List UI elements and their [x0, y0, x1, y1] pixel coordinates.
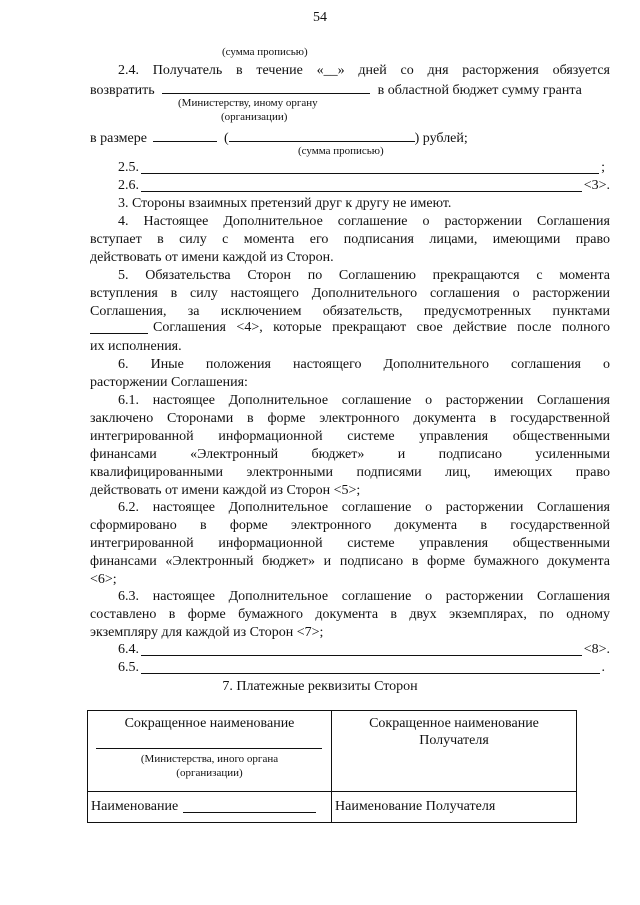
- clause-2-4-line-2: [90, 80, 582, 99]
- clause-4-line: вступает в силу с момента его подписания лицами, имеющими право: [90, 232, 610, 247]
- clause-6-1-line: финансами «Электронный бюджет» и подписано усиленными: [90, 447, 610, 462]
- clause-2-5: [118, 160, 605, 176]
- clause-5-line: Соглашения <4>, которые прекращают свое действие после полного: [153, 320, 610, 335]
- clause-6-5-label: 6.5.: [118, 660, 139, 675]
- clause-6-5-end: .: [601, 660, 605, 675]
- clause-6-2-line: финансами «Электронный бюджет» и подписано в форме бумажного документа: [90, 554, 610, 569]
- regional-budget-text: в областной бюджет сумму гранта: [377, 83, 582, 98]
- caption-organization: (организации): [221, 111, 288, 123]
- page-number: 54: [313, 10, 327, 25]
- clause-6-1-line: квалифицированными электронными подписями лиц, имеющих право: [90, 465, 610, 480]
- clause-6-1-line: 6.1. настоящее Дополнительное соглашение о расторжении Соглашения: [118, 393, 610, 408]
- clause-5-line: вступления в силу настоящего Дополнительного соглашения о расторжении: [90, 286, 610, 301]
- clause-6-2-line: 6.2. настоящее Дополнительное соглашение о расторжении Соглашения: [118, 500, 610, 515]
- caption-sum-in-words-2: (сумма прописью): [298, 145, 384, 157]
- grantor-caption-1: (Министерства, иного органа: [140, 753, 279, 765]
- table-cell-recipient-name: [332, 792, 577, 823]
- amount-blank: [153, 128, 217, 142]
- clause-2-5-end: ;: [601, 160, 605, 175]
- amount-label: в размере: [90, 131, 147, 146]
- grantor-short-name-blank: [96, 748, 322, 749]
- clause-6-5: [118, 660, 605, 676]
- recipient-name-label: Наименование Получателя: [335, 799, 496, 814]
- clause-6-4-label: 6.4.: [118, 642, 139, 657]
- grantor-name-row: [91, 799, 316, 815]
- clause-6-1-line: заключено Сторонами в форме электронного документа в государственной: [90, 411, 610, 426]
- payment-details-table: [87, 710, 577, 823]
- clause-6-line: расторжении Соглашения:: [90, 375, 248, 390]
- table-cell-grantor-name: [88, 792, 332, 823]
- caption-sum-in-words: (сумма прописью): [222, 46, 308, 58]
- clause-5-line: 5. Обязательства Сторон по Соглашению прекращаются с момента: [118, 268, 610, 283]
- clause-2-6: [118, 178, 610, 194]
- clause-6-1-line: интегрированной информационной системе управления общественными: [90, 429, 610, 444]
- recipient-short-name-label-1: Сокращенное наименование: [369, 716, 539, 731]
- clause-6-3-line: экземпляру для каждой из Сторон <7>;: [90, 625, 324, 640]
- table-cell-recipient-short-name: [332, 711, 577, 792]
- clause-5-line-4: [90, 320, 610, 336]
- clause-2-5-label: 2.5.: [118, 160, 139, 175]
- rubles-text: ) рублей;: [414, 131, 468, 146]
- recipient-blank: [162, 80, 370, 94]
- clause-6-4: [118, 642, 610, 658]
- clause-6-3-line: 6.3. настоящее Дополнительное соглашение о расторжении Соглашения: [118, 589, 610, 604]
- clause-6-1-line: действовать от имени каждой из Сторон <5>;: [90, 483, 361, 498]
- clause-4-line: действовать от имени каждой из Сторон.: [90, 250, 334, 265]
- clause-2-4-line-1: 2.4. Получатель в течение «__» дней со дня расторжения обязуется: [118, 63, 610, 78]
- points-blank: [90, 320, 148, 334]
- clause-6-3-line: составлено в форме бумажного документа в двух экземплярах, по одному: [90, 607, 610, 622]
- clause-6-4-end: <8>.: [583, 642, 610, 657]
- clause-3: 3. Стороны взаимных претензий друг к другу не имеют.: [118, 196, 452, 211]
- grantor-short-name-label: Сокращенное наименование: [124, 716, 295, 731]
- clause-6-2-line: интегрированной информационной системе управления общественными: [90, 536, 610, 551]
- grantor-name-blank: [183, 799, 316, 813]
- clause-2-6-blank: [141, 178, 582, 192]
- clause-6-5-blank: [141, 660, 600, 674]
- clause-2-4-line-3: [90, 128, 468, 147]
- clause-6-line: 6. Иные положения настоящего Дополнительного соглашения о: [118, 357, 610, 372]
- clause-4-line: 4. Настоящее Дополнительное соглашение о расторжении Соглашения: [118, 214, 610, 229]
- clause-6-2-line: сформировано в форме электронного документа в государственной: [90, 518, 610, 533]
- clause-5-line: их исполнения.: [90, 339, 182, 354]
- table-row: [88, 711, 577, 792]
- table-cell-grantor-short-name: [88, 711, 332, 792]
- caption-ministry: (Министерству, иному органу: [178, 97, 318, 109]
- open-paren: (: [223, 131, 229, 146]
- recipient-short-name-label-2: Получателя: [419, 733, 489, 748]
- grantor-name-label: Наименование: [91, 799, 179, 814]
- amount-words-blank: [229, 128, 415, 142]
- table-row: [88, 792, 577, 823]
- return-label: возвратить: [90, 83, 155, 98]
- clause-6-2-line: <6>;: [90, 572, 117, 587]
- clause-2-5-blank: [141, 160, 599, 174]
- clause-2-6-end: <3>.: [583, 178, 610, 193]
- clause-2-6-label: 2.6.: [118, 178, 139, 193]
- clause-6-4-blank: [141, 642, 582, 656]
- grantor-caption-2: (организации): [176, 767, 243, 779]
- clause-5-line: Соглашения, за исключением обязательств, предусмотренных пунктами: [90, 304, 610, 319]
- section-7-heading: 7. Платежные реквизиты Сторон: [222, 679, 418, 694]
